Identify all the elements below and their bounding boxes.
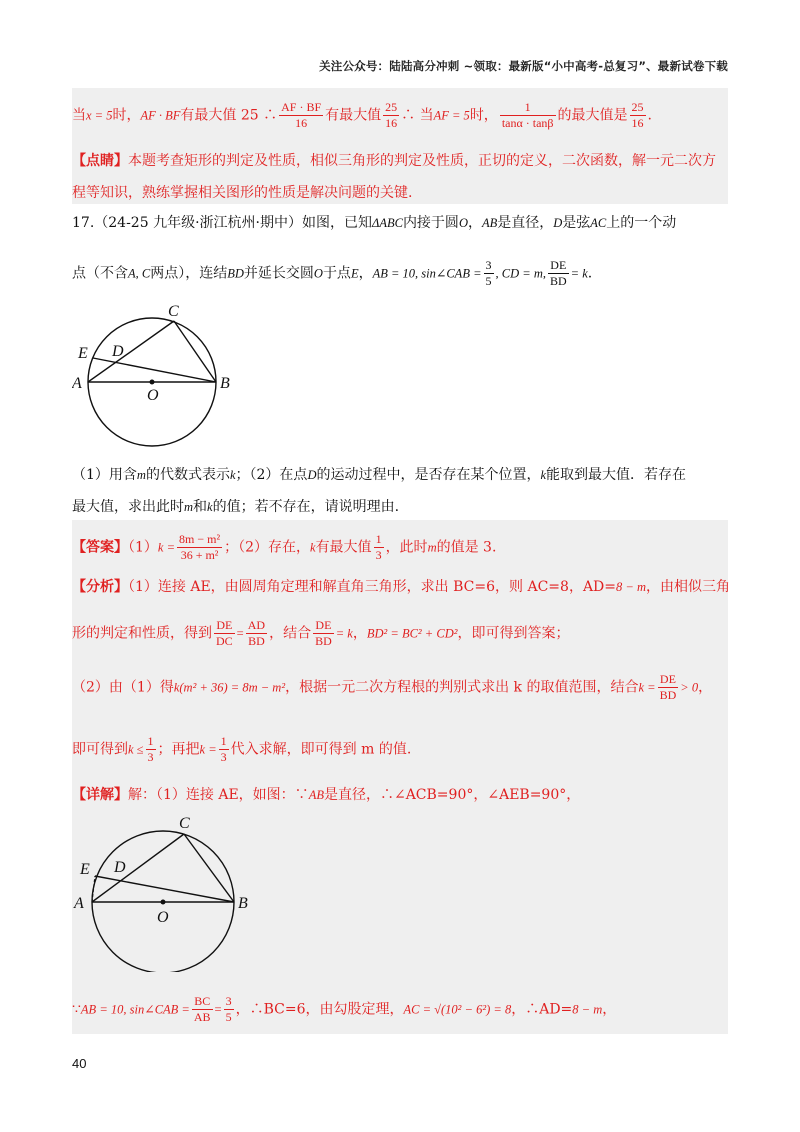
label-A: A <box>72 375 82 392</box>
detail-line-2: ∵AB = 10, sin∠CAB = $\frac{BC}{AB}$ = $\frac{3}{5}$ ，∴BC=6，由勾股定理，AC = √(10² − 6²) = 8，∴AD=8 − m， <box>72 994 617 1024</box>
label-B: B <box>238 895 248 912</box>
analysis-line-1: 【分析】（1）连接 AE，由圆周角定理和解直角三角形，求出 BC=6，则 AC=8，AD=8 − m，由相似三角 <box>72 579 730 595</box>
circle-figure-1 <box>72 300 252 450</box>
previous-solution-block <box>72 88 728 204</box>
label-O: O <box>147 387 159 404</box>
problem-line-2: 点（不含A, C两点），连结BD并延长交圆O于点E，AB = 10, sin∠CAB = $\frac{3}{5}$ , CD = m, $\frac{DE}{BD}$ = k. <box>72 258 593 288</box>
chord-ac <box>88 321 174 382</box>
analysis-line-3: （2）由（1）得k(m² + 36) = 8m − m²，根据一元二次方程根的判别式求出 k 的取值范围，结合k = $\frac{DE}{BD}$ > 0， <box>72 672 713 702</box>
label-D: D <box>112 343 124 360</box>
label-C: C <box>168 303 179 320</box>
question-line-2: 最大值，求出此时m和k的值；若不存在，请说明理由. <box>72 499 400 515</box>
page-header: 关注公众号：陆陆高分冲刺 ~领取：最新版“小中高考-总复习”、最新试卷下载 <box>319 59 728 73</box>
label-O: O <box>157 909 169 926</box>
question-line-1: （1）用含m的代数式表示k；（2）在点D的运动过程中，是否存在某个位置，k能取到最大值．若存在 <box>72 467 687 483</box>
problem-line-1: 17.（24-25 九年级·浙江杭州·期中）如图，已知ΔABC内接于圆O，AB是直径，D是弦AC上的一个动 <box>72 215 677 231</box>
label-D: D <box>114 859 126 876</box>
center-point <box>161 900 166 905</box>
chord-cb <box>174 321 216 382</box>
analysis-line-4: 即可得到k ≤ $\frac{1}{3}$ ；再把k = $\frac{1}{3}$ 代入求解，即可得到 m 的值. <box>72 734 412 764</box>
label-C: C <box>179 815 190 832</box>
label-B: B <box>220 375 230 392</box>
detail-line-1: 【详解】解：（1）连接 AE，如图：∵AB是直径，∴∠ACB=90°，∠AEB=90°， <box>72 787 581 803</box>
dianjing-line-2: 程等知识，熟练掌握相关图形的性质是解决问题的关键. <box>72 185 413 201</box>
chord-be <box>93 358 216 382</box>
chord-cb <box>184 834 234 902</box>
center-point <box>150 380 155 385</box>
page-number: 40 <box>72 1056 87 1071</box>
label-A: A <box>74 895 84 912</box>
answer-line: 【答案】（1）k = $\frac{\text{8m − m²}}{\text{36 + m²}}$ ；（2）存在，k有最大值 $\frac{1}{3}$ ，此时m的值是 3. <box>72 532 497 562</box>
circle-figure-2 <box>72 812 262 972</box>
analysis-line-2: 形的判定和性质，得到 $\frac{DE}{DC}$ = $\frac{AD}{BD}$ ，结合 $\frac{DE}{BD}$ = k，BD² = BC² + CD²，即可得到答案； <box>72 618 570 648</box>
chord-be <box>95 876 234 902</box>
chord-ac <box>92 834 184 902</box>
label-E: E <box>78 345 88 362</box>
dianjing-line-1: 【点睛】本题考查矩形的判定及性质，相似三角形的判定及性质，正切的定义，二次函数，解一元二次方 <box>72 153 716 169</box>
solution-block <box>72 520 728 1034</box>
label-E: E <box>80 861 90 878</box>
conclusion-line: 当x = 5时，AF · BF有最大值 25 ∴ $\frac{AF \cdot BF}{16}$ 有最大值 $\frac{25}{16}$ ∴ 当AF = 5时， $\frac{1}{\tan\alpha \cdot \tan\beta}$ 的最大值是 $\frac{25}{16}$ . <box>72 100 652 130</box>
